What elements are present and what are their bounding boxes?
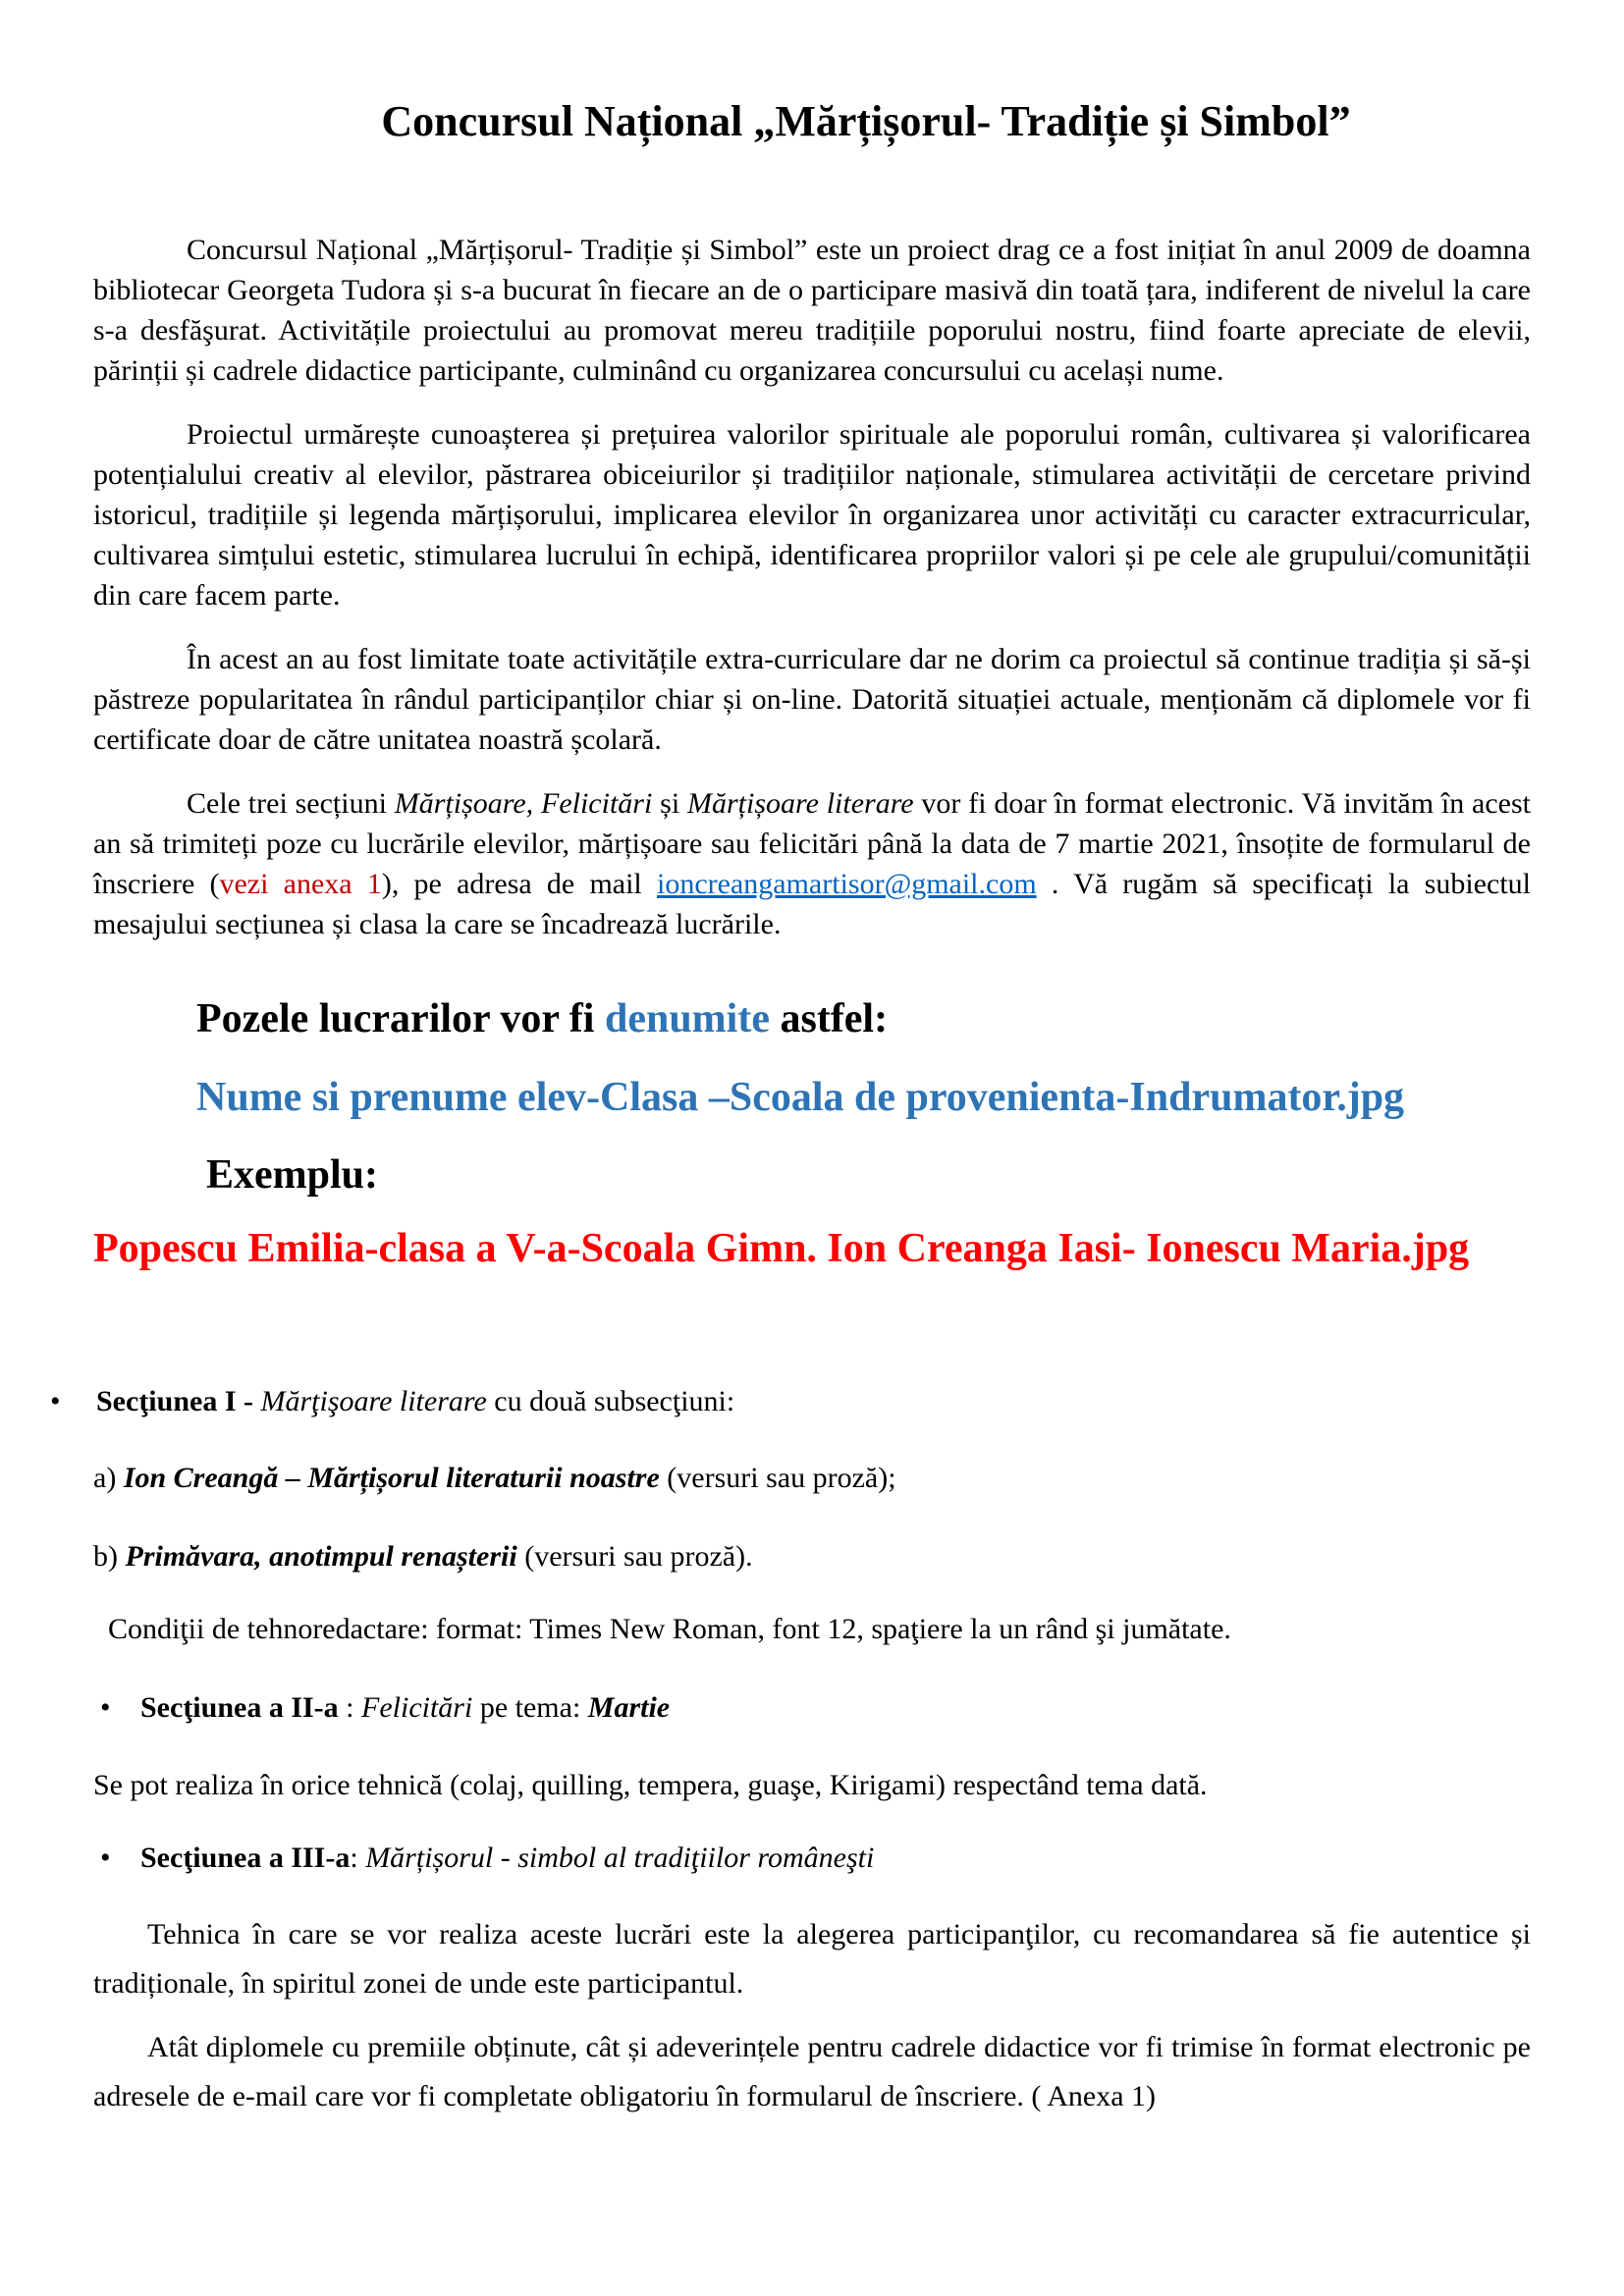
- section-1-name: Mărţişoare literare: [260, 1385, 487, 1417]
- text-run: . Vă rugăm să specificați la subiectul mesajului secțiunea și clasa la care se încadrează lucrările.: [93, 868, 1531, 940]
- text-run: :: [350, 1842, 366, 1874]
- bullet-icon: •: [100, 1842, 111, 1874]
- subsection-b-row: [93, 1536, 1531, 1576]
- text-run: astfel:: [769, 996, 889, 1041]
- text-run: ), pe adresa de mail: [381, 868, 657, 900]
- section-2-note: Se pot realiza în orice tehnică (colaj, quilling, tempera, guaşe, Kirigami) respectând tema dată.: [93, 1769, 1208, 1801]
- text-run: pe tema:: [472, 1691, 588, 1724]
- document-title: Concursul Național „Mărțișorul- Tradiție și Simbol”: [381, 97, 1351, 145]
- intro-paragraph-3: În acest an au fost limitate toate activitățile extra-curriculare dar ne dorim ca proiectul să continue tradiția și să-și păstreze popularitatea în rândul participanților chiar și on-line. Datorită situației actuale, menționăm că diplomele vor fi certificate doar de către unitatea noastră școlară.: [93, 643, 1531, 756]
- intro-paragraph-1: Concursul Național „Mărțișorul- Tradiție și Simbol” este un proiect drag ce a fost inițiat în anul 2009 de doamna bibliotecar Georgeta Tudora și s-a bucurat în fiecare an de o participare masivă din toată țara, indiferent de nivelul la care s-a desfăşurat. Activitățile proiectului au promovat mereu tradițiile poporului nostru, fiind foarte apreciate de elevii, părinții și cadrele didactice participante, culminând cu organizarea concursului cu același nume.: [93, 234, 1531, 387]
- bullet-icon: •: [100, 1691, 111, 1724]
- section-name-martisoare: Mărțișoare,: [394, 787, 534, 820]
- text-run: și: [652, 787, 687, 820]
- example-label: Exemplu:: [206, 1152, 379, 1198]
- naming-heading-highlight: denumite: [604, 996, 770, 1041]
- text-run: Pozele lucrarilor vor fi: [196, 996, 605, 1041]
- subsection-a-title: Ion Creangă – Mărțișorul literaturii noastre: [123, 1462, 660, 1494]
- section-1-label: Secţiunea I -: [96, 1385, 261, 1417]
- formatting-conditions: Condiţii de tehnoredactare: format: Times New Roman, font 12, spaţiere la un rând şi jumătate.: [108, 1613, 1231, 1645]
- bullet-icon: •: [50, 1385, 61, 1417]
- section-2-row: [93, 1687, 1531, 1728]
- text-run: a): [93, 1462, 124, 1494]
- section-3-label: Secţiunea a III-a: [140, 1842, 351, 1874]
- text-run: cu două subsecţiuni:: [486, 1385, 735, 1417]
- text-run: (versuri sau proză).: [516, 1540, 753, 1573]
- section-3-row: [93, 1838, 1531, 1878]
- example-filename: Popescu Emilia-clasa a V-a-Scoala Gimn. Ion Creanga Iasi- Ionescu Maria.jpg: [93, 1226, 1470, 1271]
- text-run: [533, 787, 541, 820]
- section-name-martisoare-literare: Mărțișoare literare: [687, 787, 914, 820]
- subsection-a-row: [93, 1458, 1531, 1498]
- text-run: :: [338, 1691, 362, 1724]
- section-3-name: Mărțișorul - simbol al tradiţiilor româneşti: [365, 1842, 875, 1874]
- section-1-row: [50, 1381, 1531, 1421]
- naming-heading: [93, 995, 1531, 1042]
- section-2-label: Secţiunea a II-a: [140, 1691, 339, 1724]
- section-name-felicitari: Felicitări: [541, 787, 653, 820]
- section-2-name: Felicitări: [361, 1691, 473, 1724]
- text-run: (versuri sau proză);: [659, 1462, 896, 1494]
- text-run: b): [93, 1540, 126, 1573]
- filename-pattern: Nume si prenume elev-Clasa –Scoala de provenienta-Indrumator.jpg: [196, 1075, 1405, 1120]
- section-3-note: Tehnica în care se vor realiza aceste lucrări este la alegerea participanţilor, cu recomandarea să fie autentice și tradiționale, în spiritul zonei de unde este participantul.: [93, 1918, 1531, 2000]
- closing-paragraph: Atât diplomele cu premiile obținute, cât și adeverințele pentru cadrele didactice vor fi trimise în format electronic pe adresele de e-mail care vor fi completate obligatoriu în formularul de înscriere. ( Anexa 1): [93, 2031, 1531, 2112]
- subsection-b-title: Primăvara, anotimpul renașterii: [125, 1540, 517, 1573]
- text-run: Cele trei secțiuni: [187, 787, 395, 820]
- intro-paragraph-2: Proiectul urmărește cunoașterea și prețuirea valorilor spirituale ale poporului român, cultivarea și valorificarea potențialului creativ al elevilor, păstrarea obiceiurilor și tradițiilor naționale, stimularea activității de cercetare privind istoricul, tradițiile și legenda mărțișorului, implicarea elevilor în organizarea unor activități cu caracter extracurricular, cultivarea simțului estetic, stimularea lucrului în echipă, identificarea propriilor valori și pe cele ale grupului/comunității din care facem parte.: [93, 418, 1531, 612]
- text-run: vor fi doar în format electronic. Vă invităm în acest an să trimiteți poze cu lucrările elevilor, mărțișoare sau felicitări până la data de 7 martie 2021, însoțite de formularul de înscriere (: [93, 787, 1531, 900]
- email-link[interactable]: ioncreangamartisor@gmail.com: [657, 868, 1037, 900]
- intro-paragraph-4: [93, 783, 1531, 944]
- section-2-theme: Martie: [587, 1691, 671, 1724]
- annex-reference: vezi anexa 1: [219, 868, 382, 900]
